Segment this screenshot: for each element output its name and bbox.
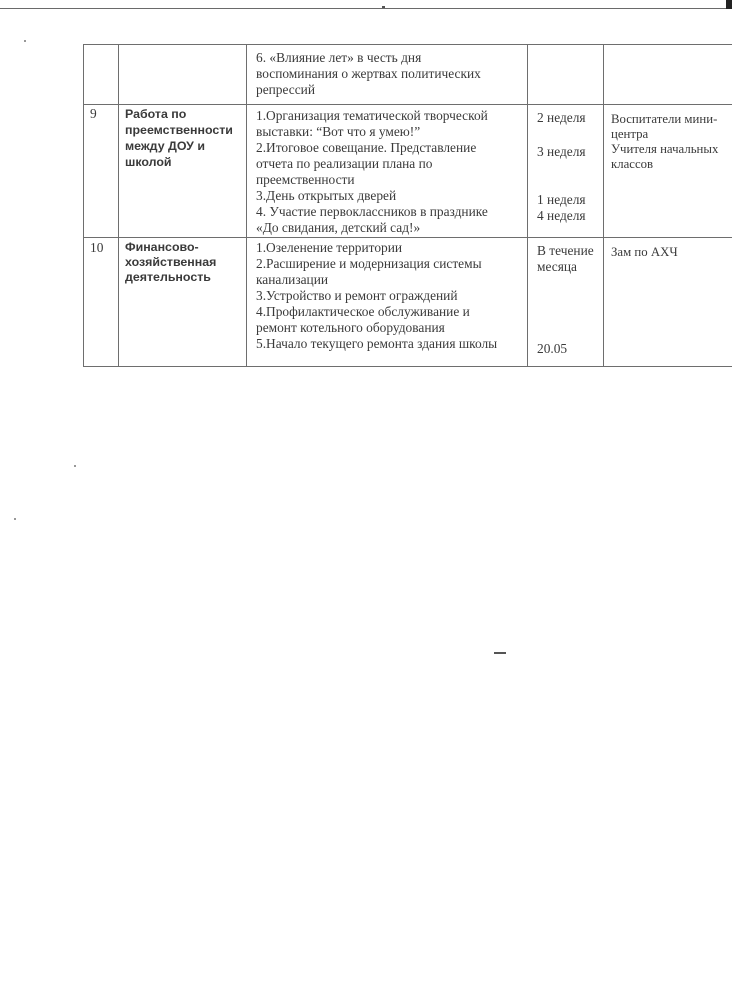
date-cell: 2 неделя	[537, 110, 586, 125]
table-border	[83, 44, 732, 45]
scan-speck	[24, 40, 26, 42]
date-cell: 20.05	[537, 341, 568, 356]
activities-cell: 1.Озеленение территории 2.Расширение и модернизация системы канализации 3.Устройство и ремонт ограждений 4.Профилактическое обслуживание и ремонт котельного оборудования 5.Начало текущего ремонта здания школы	[256, 240, 498, 351]
date-cell: 1 неделя	[537, 192, 586, 207]
column-divider	[83, 44, 84, 366]
activities-cell: 6. «Влияние лет» в честь дня воспоминания о жертвах политических репрессий	[256, 50, 481, 97]
date-cell: 3 неделя	[537, 144, 586, 159]
scan-speck	[14, 518, 16, 520]
table-border	[83, 366, 732, 367]
section-title: Финансово- хозяйственная деятельность	[125, 240, 217, 284]
responsible-cell: Воспитатели мини- центра Учителя начальных классов	[611, 112, 719, 171]
date-cell: В течение месяца	[537, 243, 594, 274]
date-cell: 4 неделя	[537, 208, 586, 223]
scan-speck	[382, 6, 385, 8]
activities-cell: 1.Организация тематической творческой выставки: “Вот что я умею!” 2.Итоговое совещание. Представление отчета по реализации плана по преемственности 3.День открытых дверей 4. Участие первоклассников в празднике «До свидания, детский сад!»	[256, 108, 488, 235]
responsible-cell: Зам по АХЧ	[611, 245, 678, 259]
scan-speck	[74, 465, 76, 467]
page-top-edge	[0, 8, 732, 9]
scan-corner-mark	[726, 0, 732, 9]
column-divider	[603, 44, 604, 366]
row-divider	[83, 237, 732, 238]
row-number: 10	[90, 240, 104, 255]
row-divider	[83, 104, 732, 105]
row-number: 9	[90, 106, 97, 121]
column-divider	[527, 44, 528, 366]
column-divider	[118, 44, 119, 366]
scan-speck	[494, 652, 506, 654]
column-divider	[246, 44, 247, 366]
section-title: Работа по преемственности между ДОУ и школой	[125, 107, 233, 169]
